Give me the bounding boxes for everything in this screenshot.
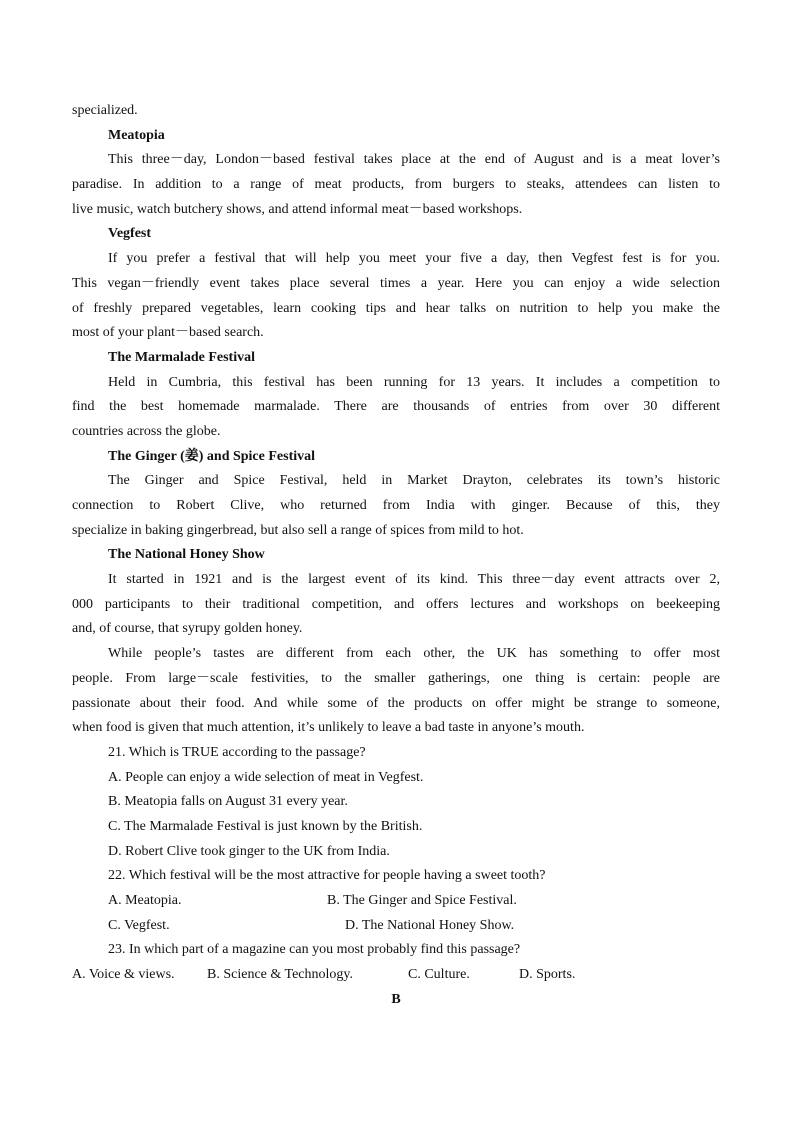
paragraph-line: when food is given that much attention, it’s unlikely to leave a bad taste in anyone’s mouth.	[72, 720, 585, 736]
answer-option: C. Culture.	[408, 967, 470, 983]
paragraph-line: While people’s tastes are different from each other, the UK has something to offer most	[108, 646, 720, 662]
document-page	[72, 99, 720, 1012]
question-stem: 23. In which part of a magazine can you most probably find this passage?	[108, 942, 521, 958]
section-heading-vegfest: Vegfest	[108, 226, 152, 242]
paragraph-line: paradise. In addition to a range of meat products, from burgers to steaks, attendees can listen to	[72, 177, 720, 193]
answer-option: A. Voice & views.	[72, 967, 175, 983]
answer-option: B. Meatopia falls on August 31 every year.	[108, 794, 348, 810]
answer-option: B. Science & Technology.	[207, 967, 353, 983]
paragraph-line: countries across the globe.	[72, 423, 221, 439]
paragraph-line: It started in 1921 and is the largest event of its kind. This three－day event attracts over 2,	[108, 572, 720, 588]
answer-option: C. Vegfest.	[108, 917, 170, 933]
next-section-label: B	[391, 991, 401, 1007]
paragraph-line: find the best homemade marmalade. There are thousands of entries from over 30 different	[72, 399, 720, 415]
answer-option: C. The Marmalade Festival is just known by the British.	[108, 818, 423, 834]
answer-option-row	[72, 963, 720, 988]
answer-option: B. The Ginger and Spice Festival.	[327, 893, 517, 908]
answer-option-row	[72, 889, 720, 914]
paragraph-line: passionate about their food. And while some of the products on offer might be strange to someone,	[72, 695, 720, 711]
answer-option: D. Robert Clive took ginger to the UK from India.	[108, 843, 390, 859]
question-stem: 21. Which is TRUE according to the passage?	[108, 744, 366, 760]
paragraph-line: 000 participants to their traditional competition, and offers lectures and workshops on beekeeping	[72, 596, 720, 612]
text-fragment: specialized.	[72, 103, 138, 118]
section-heading-honey: The National Honey Show	[108, 547, 265, 563]
paragraph-line: and, of course, that syrupy golden honey.	[72, 621, 303, 637]
section-heading-meatopia: Meatopia	[108, 127, 165, 143]
paragraph-line: This vegan－friendly event takes place several times a year. Here you can enjoy a wide selection	[72, 275, 720, 291]
answer-option: D. Sports.	[519, 967, 576, 983]
paragraph-line: most of your plant－based search.	[72, 325, 264, 341]
paragraph-line: of freshly prepared vegetables, learn cooking tips and hear talks on nutrition to help you make the	[72, 300, 720, 316]
paragraph-line: live music, watch butchery shows, and attend informal meat－based workshops.	[72, 201, 523, 217]
paragraph-line: connection to Robert Clive, who returned from India with ginger. Because of this, they	[72, 498, 720, 513]
paragraph-line: This three－day, London－based festival takes place at the end of August and is a meat lover’s	[108, 152, 720, 168]
answer-option-row	[72, 914, 720, 939]
answer-option: D. The National Honey Show.	[345, 917, 515, 933]
answer-option: A. Meatopia.	[108, 893, 182, 908]
paragraph-line: The Ginger and Spice Festival, held in Market Drayton, celebrates its town’s historic	[108, 473, 720, 489]
paragraph-line: people. From large－scale festivities, to the smaller gatherings, one thing is certain: people are	[72, 670, 720, 686]
section-heading-ginger: The Ginger (姜) and Spice Festival	[108, 448, 316, 464]
section-heading-marmalade: The Marmalade Festival	[108, 349, 255, 365]
answer-option: A. People can enjoy a wide selection of meat in Vegfest.	[108, 769, 424, 785]
paragraph-line: specialize in baking gingerbread, but also sell a range of spices from mild to hot.	[72, 522, 524, 538]
question-stem: 22. Which festival will be the most attractive for people having a sweet tooth?	[108, 868, 546, 884]
paragraph-line: If you prefer a festival that will help you meet your five a day, then Vegfest fest is for you.	[108, 251, 720, 267]
paragraph-line: Held in Cumbria, this festival has been running for 13 years. It includes a competition to	[108, 374, 720, 390]
